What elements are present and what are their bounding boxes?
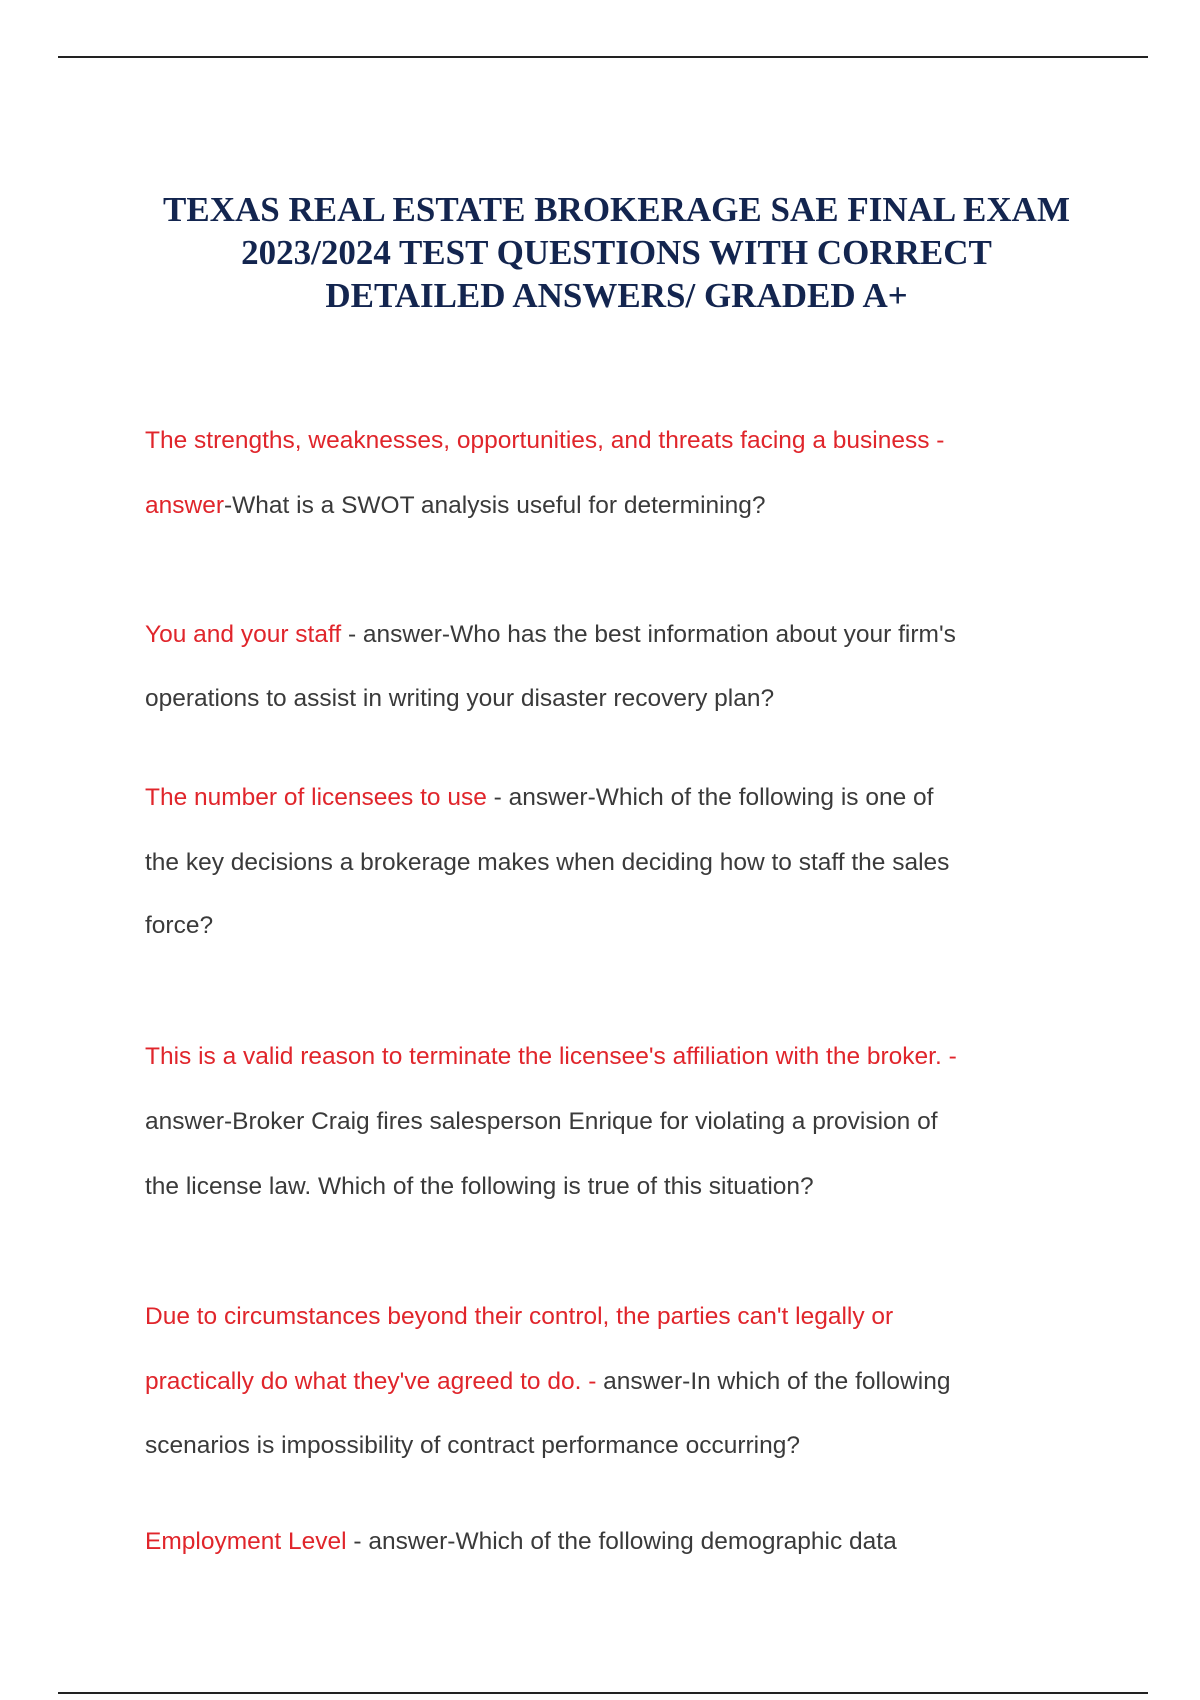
question-text: -What is a SWOT analysis useful for determining?: [223, 492, 766, 519]
answer-text: Due to circumstances beyond their control, the parties can't legally or: [145, 1303, 894, 1330]
question-text: answer-Broker Craig fires salesperson Enrique for violating a provision of: [145, 1108, 938, 1135]
text-line: [145, 911, 213, 941]
text-line: [145, 1172, 814, 1202]
text-line: [145, 1042, 957, 1072]
text-line: [145, 684, 774, 714]
question-text: - answer-Which of the following is one of: [486, 784, 934, 811]
answer-text: answer: [145, 492, 224, 519]
answer-text: practically do what they've agreed to do. -: [145, 1368, 597, 1395]
question-text: - answer-Which of the following demographic data: [346, 1528, 897, 1555]
answer-text: This is a valid reason to terminate the licensee's affiliation with the broker. -: [145, 1043, 957, 1070]
question-text: force?: [145, 912, 214, 939]
text-line: [145, 426, 944, 456]
question-text: - answer-Who has the best information about your firm's: [341, 621, 956, 648]
text-line: [145, 491, 765, 521]
text-line: [145, 620, 956, 650]
text-line: [145, 1431, 800, 1461]
answer-text: You and your staff: [145, 621, 342, 648]
answer-text: The strengths, weaknesses, opportunities, and threats facing a business -: [145, 427, 945, 454]
title-line: DETAILED ANSWERS/ GRADED A+: [325, 276, 908, 315]
title-line: 2023/2024 TEST QUESTIONS WITH CORRECT: [241, 233, 992, 272]
question-text: the key decisions a brokerage makes when deciding how to staff the sales: [145, 849, 950, 876]
header-rule: [58, 56, 1148, 58]
text-line: [145, 1107, 938, 1137]
text-line: [145, 1367, 950, 1397]
document-title: [0, 188, 1200, 317]
text-line: [145, 783, 933, 813]
title-line: TEXAS REAL ESTATE BROKERAGE SAE FINAL EXAM: [163, 190, 1070, 229]
text-line: [145, 1527, 897, 1557]
answer-text: The number of licensees to use: [145, 784, 487, 811]
question-text: scenarios is impossibility of contract performance occurring?: [145, 1432, 800, 1459]
text-line: [145, 848, 949, 878]
question-text: the license law. Which of the following is true of this situation?: [145, 1173, 814, 1200]
footer-rule: [58, 1692, 1148, 1694]
question-text: answer-In which of the following: [596, 1368, 951, 1395]
answer-text: Employment Level: [145, 1528, 347, 1555]
question-text: operations to assist in writing your disaster recovery plan?: [145, 685, 775, 712]
text-line: [145, 1302, 893, 1332]
